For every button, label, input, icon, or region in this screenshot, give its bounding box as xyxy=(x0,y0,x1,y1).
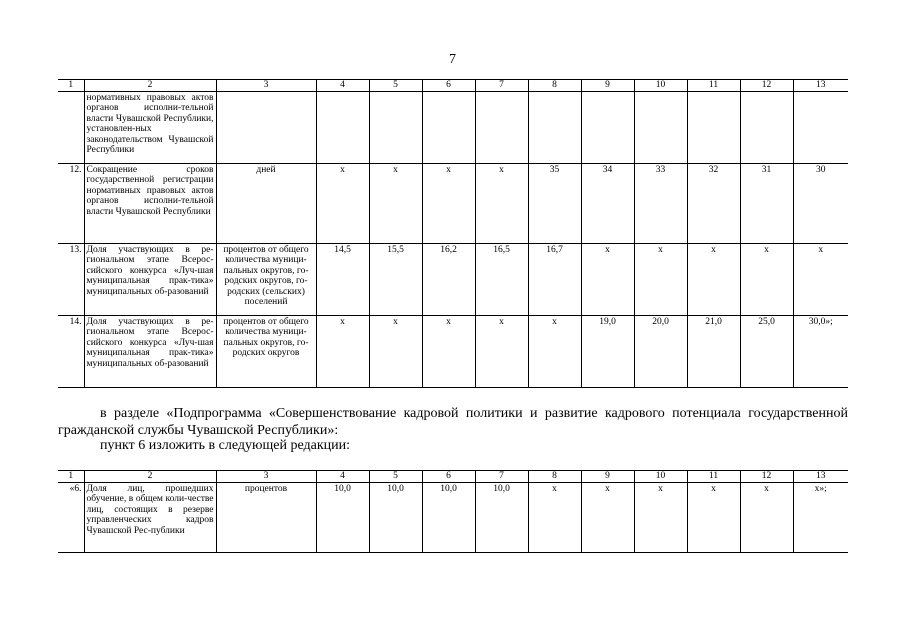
indicator-name: нормативных правовых актов органов исполни-тельной власти Чувашской Республики, установлен-ных законодательством Чувашской Республики xyxy=(84,91,216,163)
indicator-name: Доля участвующих в ре-гиональном этапе Всерос-сийского конкурса «Луч-шая муниципальная прак-тика» муниципальных об-разований xyxy=(84,315,216,387)
year-value: 34 xyxy=(581,163,634,243)
table-row xyxy=(58,315,848,387)
year-value: х xyxy=(369,315,422,387)
column-header: 3 xyxy=(216,80,316,92)
indicators-table-2 xyxy=(58,470,848,553)
column-header: 12 xyxy=(740,80,793,92)
year-value: х xyxy=(740,482,793,552)
unit-of-measure xyxy=(216,91,316,163)
year-value: х xyxy=(687,482,740,552)
year-value xyxy=(422,91,475,163)
year-value: 25,0 xyxy=(740,315,793,387)
year-value xyxy=(581,91,634,163)
header-row xyxy=(58,471,848,483)
year-value: х xyxy=(316,163,369,243)
year-value: х xyxy=(422,315,475,387)
year-value: 31 xyxy=(740,163,793,243)
column-header: 9 xyxy=(581,471,634,483)
column-header: 7 xyxy=(475,471,528,483)
unit-of-measure: дней xyxy=(216,163,316,243)
year-value: 10,0 xyxy=(369,482,422,552)
column-header: 11 xyxy=(687,471,740,483)
unit-of-measure: процентов от общего количества муници-пальных округов, го-родских округов, го-родских (сельских) поселений xyxy=(216,243,316,315)
year-value: 30 xyxy=(793,163,848,243)
column-header: 3 xyxy=(216,471,316,483)
column-header: 4 xyxy=(316,471,369,483)
table-row xyxy=(58,163,848,243)
table-row xyxy=(58,91,848,163)
year-value: 16,2 xyxy=(422,243,475,315)
page-number: 7 xyxy=(449,52,456,67)
indicator-name: Сокращение сроков государственной регистрации нормативных правовых актов органов исполни-тельной власти Чувашской Республики xyxy=(84,163,216,243)
year-value: 10,0 xyxy=(316,482,369,552)
column-header: 5 xyxy=(369,80,422,92)
row-number: 12. xyxy=(58,163,84,243)
year-value: 10,0 xyxy=(422,482,475,552)
year-value: х xyxy=(634,243,687,315)
year-value: 30,0»; xyxy=(793,315,848,387)
year-value: 15,5 xyxy=(369,243,422,315)
year-value: 10,0 xyxy=(475,482,528,552)
year-value xyxy=(369,91,422,163)
year-value: х xyxy=(793,243,848,315)
column-header: 10 xyxy=(634,80,687,92)
column-header: 7 xyxy=(475,80,528,92)
year-value: х xyxy=(687,243,740,315)
year-value: х xyxy=(475,163,528,243)
year-value: х xyxy=(634,482,687,552)
indicators-table-1 xyxy=(58,79,848,388)
column-header: 10 xyxy=(634,471,687,483)
indicator-name: Доля лиц, прошедших обучение, в общем коли-честве лиц, состоящих в резерве управленческих кадров Чувашской Рес-публики xyxy=(84,482,216,552)
year-value: х»; xyxy=(793,482,848,552)
column-header: 9 xyxy=(581,80,634,92)
column-header: 2 xyxy=(84,80,216,92)
section-paragraph: в разделе «Подпрограмма «Совершенствование кадровой политики и развитие кадрового потенциала государственной гражданской службы Чувашской Республики»: xyxy=(58,406,848,438)
year-value: х xyxy=(316,315,369,387)
year-value: х xyxy=(422,163,475,243)
year-value: 16,5 xyxy=(475,243,528,315)
year-value: х xyxy=(581,243,634,315)
year-value xyxy=(475,91,528,163)
row-number: 13. xyxy=(58,243,84,315)
row-number: 14. xyxy=(58,315,84,387)
item-instruction-paragraph: пункт 6 изложить в следующей редакции: xyxy=(100,438,350,453)
year-value xyxy=(634,91,687,163)
column-header: 13 xyxy=(793,471,848,483)
column-header: 1 xyxy=(58,471,84,483)
year-value xyxy=(528,91,581,163)
column-header: 13 xyxy=(793,80,848,92)
year-value: 20,0 xyxy=(634,315,687,387)
year-value: 33 xyxy=(634,163,687,243)
year-value: х xyxy=(740,243,793,315)
year-value xyxy=(687,91,740,163)
indicator-name: Доля участвующих в ре-гиональном этапе Всерос-сийского конкурса «Луч-шая муниципальная прак-тика» муниципальных об-разований xyxy=(84,243,216,315)
table-row xyxy=(58,243,848,315)
column-header: 11 xyxy=(687,80,740,92)
year-value: 32 xyxy=(687,163,740,243)
year-value: х xyxy=(528,482,581,552)
column-header: 1 xyxy=(58,80,84,92)
year-value xyxy=(793,91,848,163)
year-value: 19,0 xyxy=(581,315,634,387)
year-value: 14,5 xyxy=(316,243,369,315)
row-number: «6. xyxy=(58,482,84,552)
unit-of-measure: процентов от общего количества муници-пальных округов, го-родских округов xyxy=(216,315,316,387)
column-header: 6 xyxy=(422,80,475,92)
row-number xyxy=(58,91,84,163)
unit-of-measure: процентов xyxy=(216,482,316,552)
column-header: 2 xyxy=(84,471,216,483)
year-value: 16,7 xyxy=(528,243,581,315)
column-header: 4 xyxy=(316,80,369,92)
table-row xyxy=(58,482,848,552)
column-header: 6 xyxy=(422,471,475,483)
year-value: х xyxy=(528,315,581,387)
year-value: 35 xyxy=(528,163,581,243)
column-header: 8 xyxy=(528,471,581,483)
column-header: 12 xyxy=(740,471,793,483)
year-value: х xyxy=(581,482,634,552)
year-value: х xyxy=(475,315,528,387)
column-header: 5 xyxy=(369,471,422,483)
header-row xyxy=(58,80,848,92)
year-value xyxy=(740,91,793,163)
year-value xyxy=(316,91,369,163)
column-header: 8 xyxy=(528,80,581,92)
year-value: 21,0 xyxy=(687,315,740,387)
year-value: х xyxy=(369,163,422,243)
